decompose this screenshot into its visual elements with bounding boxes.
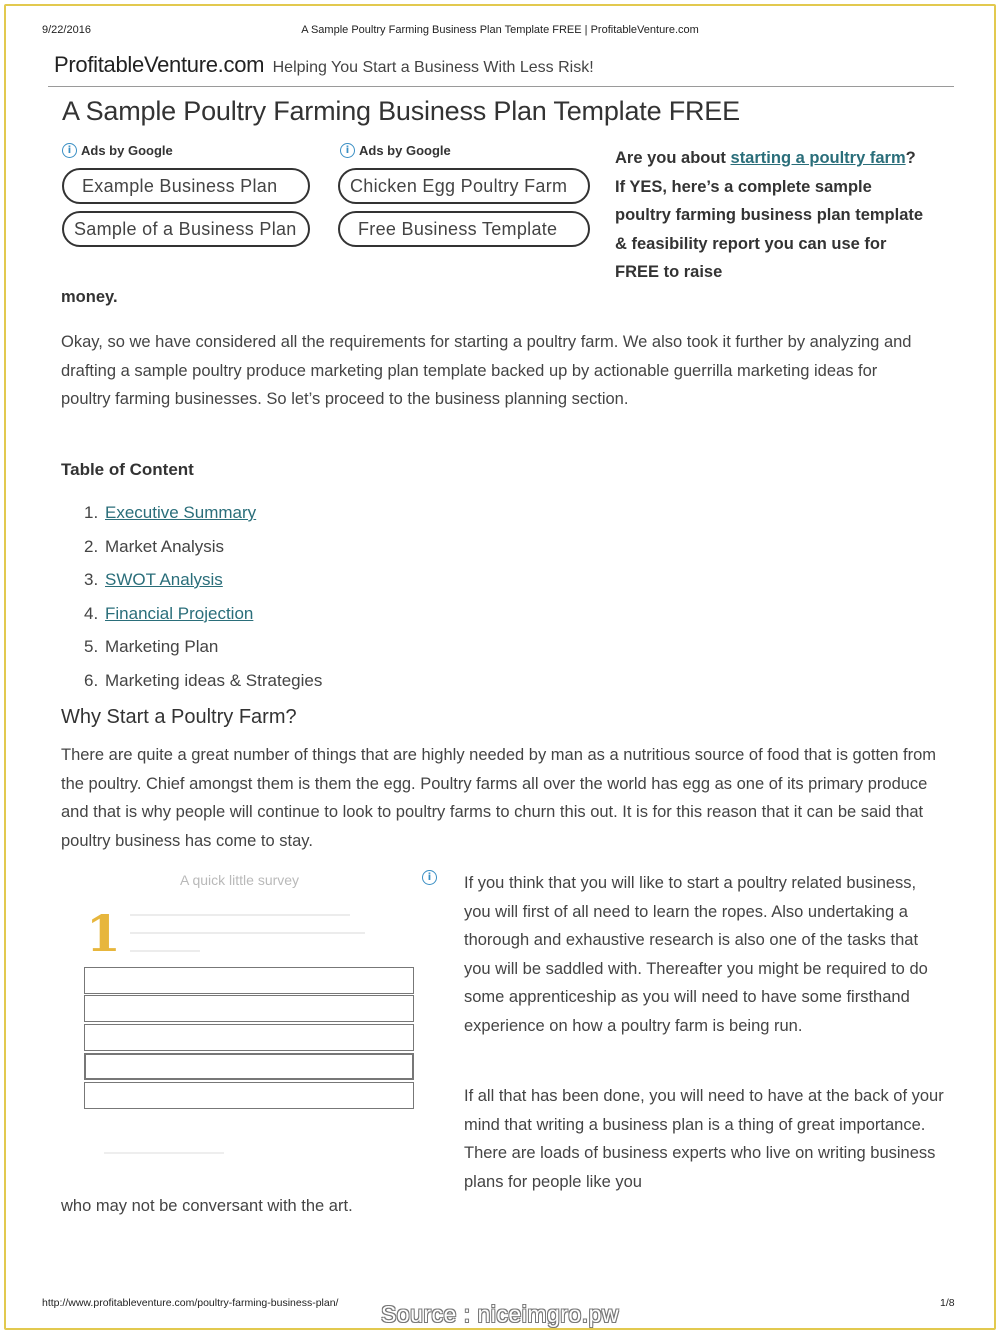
intro-text-tail: money. [61,288,118,306]
ads-by-google-label-1: i Ads by Google [62,143,173,158]
ad-button-free-business-template[interactable]: Free Business Template [338,211,590,247]
toc-item-executive-summary: 1. Executive Summary [84,503,257,522]
ads-by-google-label-2: i Ads by Google [340,143,451,158]
info-icon[interactable]: i [62,143,77,158]
site-tagline: Helping You Start a Business With Less Risk! [272,59,594,76]
paragraph-learn-ropes: If you think that you will like to start a poultry related business, you will first of all need to learn the ropes. Also undertaking a thorough and exhaustive research is also one of the tasks that you will be saddled with. Thereafter you might be required to do some apprenticeship as you will need to have some firsthand experience on how a poultry farm is being run. [464,874,928,1035]
section-heading-why-start: Why Start a Poultry Farm? [61,706,297,728]
paragraph-business-plan-importance: If all that has been done, you will need to have at the back of your mind that writing a business plan is a thing of great importance. There are loads of business experts who live on writing business plans for people like you [464,1087,944,1191]
toc-item-marketing-plan: 5. Marketing Plan [84,637,219,656]
paragraph-why-start: There are quite a great number of things that are highly needed by man as a nutritious source of food that is gotten from the poultry. Chief amongst them is them the egg. Poultry farms all over the world has egg as one of its primary produce and that is why people will continue to look to poultry farms to churn this out. It is for this reason that it can be said that poultry business has come to stay. [61,746,937,850]
survey-option[interactable] [84,1082,414,1109]
survey-info-icon[interactable]: i [422,870,437,885]
toc-item-financial-projection: 4. Financial Projection [84,603,254,623]
survey-title: A quick little survey [180,872,300,888]
ad-button-chicken-egg-poultry-farm[interactable]: Chicken Egg Poultry Farm [338,168,590,204]
toc-item-swot-analysis: 3. SWOT Analysis [84,570,223,589]
survey-option[interactable] [84,1053,414,1080]
ad-button-example-business-plan[interactable]: Example Business Plan [62,168,310,204]
toc-link-executive-summary[interactable]: Executive Summary [105,503,257,522]
toc-link-swot-analysis[interactable]: SWOT Analysis [105,570,223,589]
print-header-title: A Sample Poultry Farming Business Plan Template FREE | ProfitableVenture.com [301,24,699,36]
header-divider [48,86,954,87]
print-footer-url: http://www.profitableventure.com/poultry-farming-business-plan/ [42,1297,339,1309]
toc-item-marketing-ideas: 6. Marketing ideas & Strategies [84,670,323,690]
source-watermark: Source : niceimgro.pw [380,1301,620,1327]
info-icon[interactable]: i [340,143,355,158]
site-logo[interactable]: ProfitableVenture.com [54,52,265,77]
survey-question-number: 1 [86,904,121,963]
site-header [54,52,594,78]
survey-footer-mark [104,1152,224,1154]
intro-text: Are you about starting a poultry farm? If YES, here’s a complete sample poultry farming business plan template & feasibility report you can use for FREE to raise [615,149,924,281]
toc-heading: Table of Content [61,460,194,479]
paragraph-requirements: Okay, so we have considered all the requirements for starting a poultry farm. We also took it further by analyzing and drafting a sample poultry produce marketing plan template backed up by actionable guerrilla marketing ideas for poultry farming businesses. So let’s proceed to the business planning section. [61,333,912,408]
toc-item-market-analysis: 2. Market Analysis [84,536,225,556]
survey-question-text [130,908,380,962]
paragraph-continuation: who may not be conversant with the art. [61,1197,353,1215]
print-footer-page-number: 1/8 [940,1297,955,1309]
survey-option[interactable] [84,967,414,994]
toc-link-financial-projection[interactable]: Financial Projection [105,603,254,623]
print-date: 9/22/2016 [42,24,91,36]
ad-button-sample-business-plan[interactable]: Sample of a Business Plan [62,211,310,247]
article-title: A Sample Poultry Farming Business Plan Template FREE [62,96,740,126]
table-of-contents [84,500,322,701]
starting-poultry-farm-link[interactable]: starting a poultry farm [730,149,906,167]
survey-option[interactable] [84,1024,414,1051]
survey-option[interactable] [84,995,414,1022]
